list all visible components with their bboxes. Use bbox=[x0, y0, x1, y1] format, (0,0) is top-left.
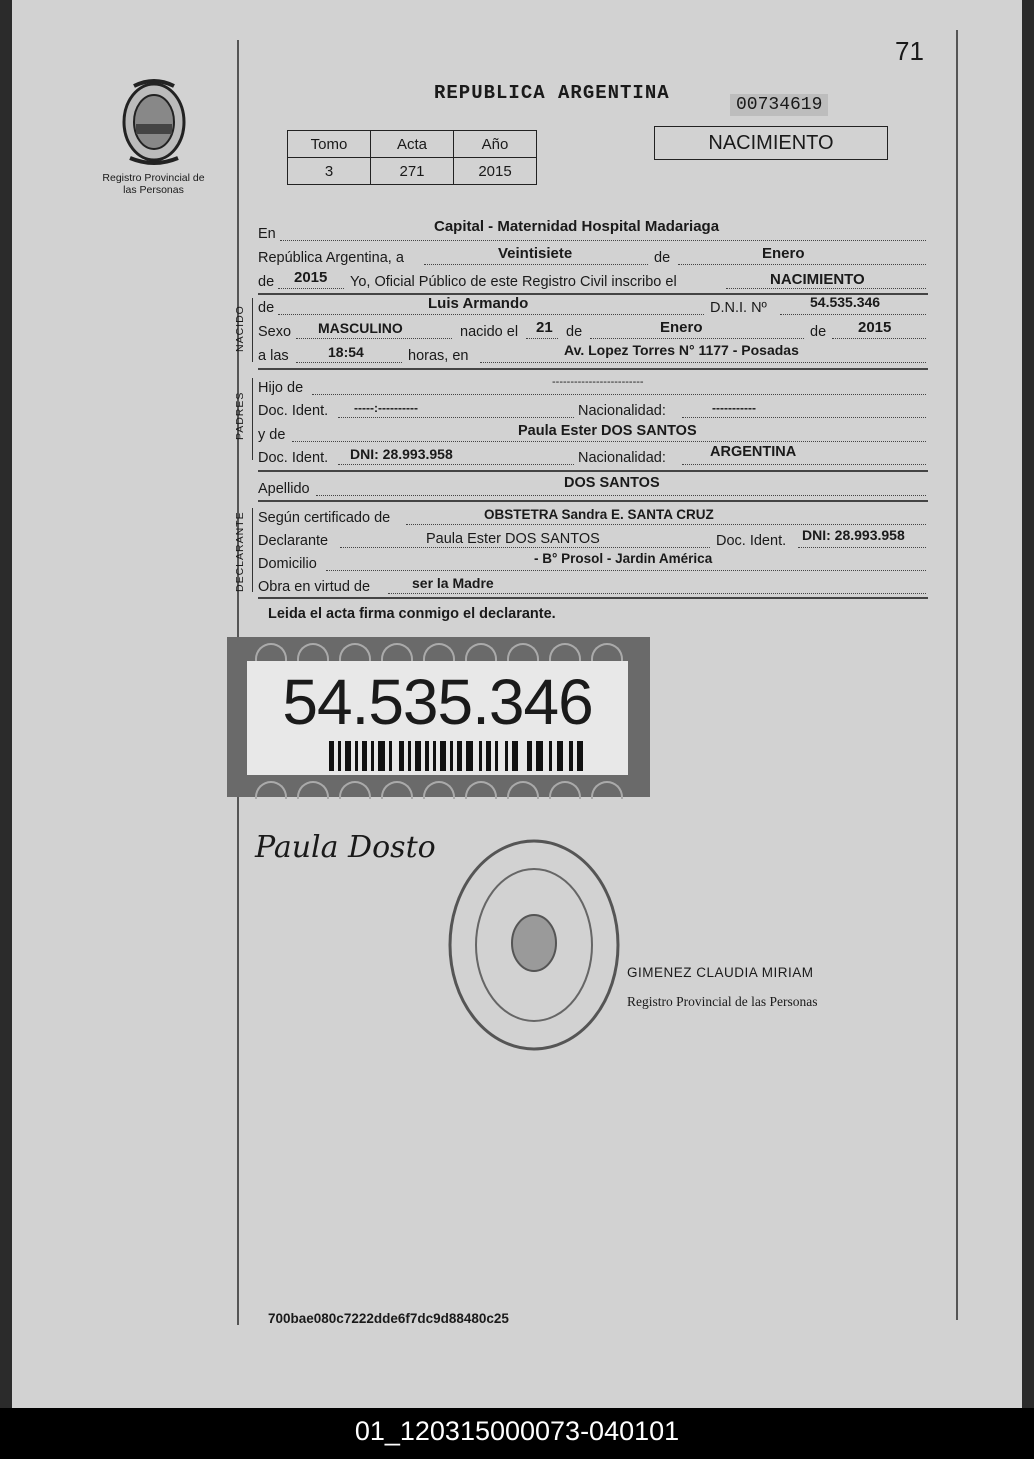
row-inscribo bbox=[258, 270, 926, 292]
child-name-value: Luis Armando bbox=[428, 295, 529, 312]
official-seal-icon bbox=[445, 835, 623, 1055]
col-ano-header: Año bbox=[454, 131, 537, 158]
birth-year-value: 2015 bbox=[858, 319, 892, 336]
acta-value: 271 bbox=[371, 158, 454, 185]
father-nat-value: ----------- bbox=[712, 401, 756, 415]
declarante-label: Declarante bbox=[258, 533, 329, 549]
place-value: Capital - Maternidad Hospital Madariaga bbox=[434, 218, 720, 235]
decl-doc-label: Doc. Ident. bbox=[716, 533, 787, 549]
section-nacido-label: NACIDO bbox=[234, 305, 246, 352]
row-mother bbox=[258, 423, 926, 445]
dni-label-sticker bbox=[227, 637, 650, 797]
ano-value: 2015 bbox=[454, 158, 537, 185]
day-words-value: Veintisiete bbox=[498, 245, 573, 262]
row-sex bbox=[258, 320, 926, 342]
capacity-value: ser la Madre bbox=[412, 575, 494, 591]
nacionalidad-label-2: Nacionalidad: bbox=[578, 450, 666, 466]
a-las-label: a las bbox=[258, 348, 289, 364]
birth-place-value: Av. Lopez Torres N° 1177 - Posadas bbox=[564, 342, 799, 358]
serial-stamp: 00734619 bbox=[730, 94, 828, 116]
page-number: 71 bbox=[895, 36, 924, 66]
closing-statement: Leida el acta firma conmigo el declarante. bbox=[268, 606, 556, 622]
row-time bbox=[258, 344, 926, 366]
right-margin-rule bbox=[956, 30, 958, 1320]
father-doc-value: -----:---------- bbox=[354, 401, 418, 415]
section-declarante-label: DECLARANTE bbox=[234, 511, 246, 592]
section-padres-label: PADRES bbox=[234, 391, 246, 440]
row-mother-doc bbox=[258, 446, 926, 468]
declarant-signature: Paula Dosto bbox=[255, 830, 436, 865]
child-dni-value: 54.535.346 bbox=[810, 294, 881, 310]
registry-caption: Registro Provincial de las Personas bbox=[102, 172, 205, 196]
de-label-2: de bbox=[258, 274, 275, 290]
month-value: Enero bbox=[762, 245, 805, 262]
document-page bbox=[12, 0, 1022, 1408]
col-tomo-header: Tomo bbox=[288, 131, 371, 158]
de-label-5: de bbox=[810, 324, 827, 340]
row-address bbox=[258, 552, 926, 574]
official-office: Registro Provincial de las Personas bbox=[627, 994, 818, 1009]
y-de-label: y de bbox=[258, 427, 286, 443]
mother-name-value: Paula Ester DOS SANTOS bbox=[518, 423, 697, 439]
row-father-doc bbox=[258, 399, 926, 421]
row-date bbox=[258, 246, 926, 268]
nacionalidad-label: Nacionalidad: bbox=[578, 403, 666, 419]
dni-sticker-number: 54.535.346 bbox=[282, 666, 593, 738]
sexo-label: Sexo bbox=[258, 324, 292, 340]
domicilio-label: Domicilio bbox=[258, 556, 317, 572]
doc-label: Doc. Ident. bbox=[258, 403, 329, 419]
dni-label: D.N.I. Nº bbox=[710, 300, 767, 316]
doc-label-2: Doc. Ident. bbox=[258, 450, 329, 466]
record-type-box: NACIMIENTO bbox=[654, 126, 888, 160]
de-label: de bbox=[654, 250, 671, 266]
official-name: GIMENEZ CLAUDIA MIRIAM bbox=[627, 965, 814, 980]
birth-month-value: Enero bbox=[660, 319, 703, 336]
hijo-de-label: Hijo de bbox=[258, 380, 304, 396]
row-father bbox=[258, 376, 926, 398]
row-surname bbox=[258, 477, 926, 499]
horas-label: horas, en bbox=[408, 348, 469, 364]
row-capacity bbox=[258, 575, 926, 597]
row-declarant bbox=[258, 529, 926, 551]
year-value: 2015 bbox=[294, 269, 328, 286]
document-title: REPUBLICA ARGENTINA bbox=[434, 82, 670, 104]
surname-value: DOS SANTOS bbox=[564, 475, 660, 491]
de-label-3: de bbox=[258, 300, 275, 316]
obra-label: Obra en virtud de bbox=[258, 579, 371, 595]
sex-value: MASCULINO bbox=[318, 320, 403, 336]
mother-nat-value: ARGENTINA bbox=[710, 444, 797, 460]
declarant-value: Paula Ester DOS SANTOS bbox=[426, 531, 600, 547]
tomo-value: 3 bbox=[288, 158, 371, 185]
barcode-icon bbox=[329, 741, 589, 771]
birth-day-value: 21 bbox=[536, 319, 553, 336]
province-crest-icon bbox=[118, 78, 190, 168]
row-place bbox=[258, 218, 926, 244]
mother-doc-value: DNI: 28.993.958 bbox=[350, 446, 453, 462]
time-value: 18:54 bbox=[328, 344, 364, 360]
certificate-value: OBSTETRA Sandra E. SANTA CRUZ bbox=[484, 507, 714, 522]
father-name-value: ------------------------- bbox=[552, 376, 644, 388]
declarant-doc-value: DNI: 28.993.958 bbox=[802, 527, 905, 543]
col-acta-header: Acta bbox=[371, 131, 454, 158]
republica-label: República Argentina, a bbox=[258, 250, 404, 266]
en-label: En bbox=[258, 226, 276, 242]
segun-label: Según certificado de bbox=[258, 510, 391, 526]
act-word-value: NACIMIENTO bbox=[770, 271, 865, 288]
document-hash: 700bae080c7222dde6f7dc9d88480c25 bbox=[268, 1311, 509, 1326]
nacido-el-label: nacido el bbox=[460, 324, 519, 340]
official-stamp bbox=[627, 965, 817, 1010]
apellido-label: Apellido bbox=[258, 481, 310, 497]
de-label-4: de bbox=[566, 324, 583, 340]
volume-table bbox=[287, 130, 537, 185]
address-value: - B° Prosol - Jardin América bbox=[534, 551, 713, 566]
row-name bbox=[258, 296, 926, 318]
inscribo-text: Yo, Oficial Público de este Registro Civil inscribo el bbox=[350, 274, 677, 290]
scan-footer-code: 01_120315000073-040101 bbox=[0, 1408, 1034, 1459]
row-certificate bbox=[258, 506, 926, 528]
